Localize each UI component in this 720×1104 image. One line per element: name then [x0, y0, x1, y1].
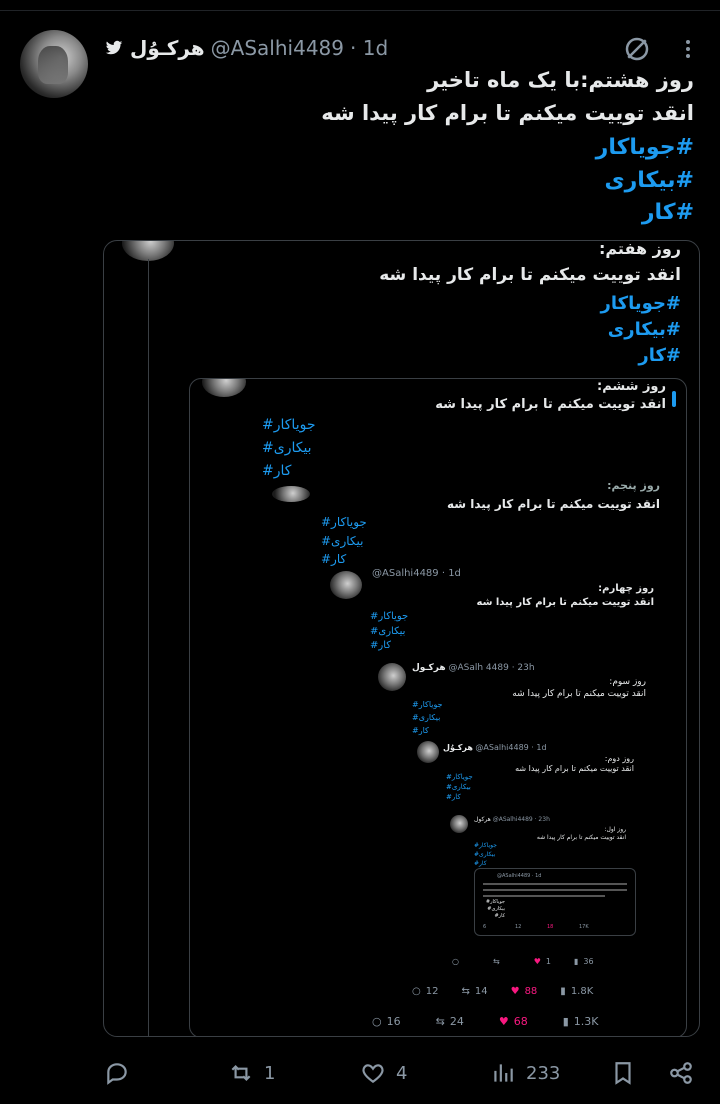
quoted-text-line-1: روز دوم: — [604, 754, 634, 763]
hashtag-link[interactable]: جویاکار# — [485, 899, 505, 905]
share-icon — [668, 1060, 694, 1086]
hashtag-link[interactable]: #بیکاری — [607, 319, 681, 340]
quoted-text-line-2: انقد توییت میکنم تا برام کار پیدا شه — [447, 497, 660, 511]
quoted-handle: @ASalhi4489 · 23h — [492, 816, 550, 823]
tweet-header — [104, 34, 388, 62]
retweet-count: 14 — [474, 986, 488, 997]
reply-count: 6 — [483, 924, 487, 930]
hashtag-link[interactable]: بیکاری# — [321, 534, 364, 548]
hashtag-link[interactable]: جویاکار# — [412, 700, 443, 709]
hashtag-link[interactable]: جویاکار# — [321, 515, 367, 529]
stats-row-day2 — [412, 986, 593, 997]
text-line — [483, 889, 627, 891]
views-icon: ▮ — [560, 986, 566, 997]
hashtag-link[interactable]: کار# — [446, 793, 461, 801]
retweet-count: 24 — [449, 1015, 464, 1028]
quoted-avatar — [202, 378, 246, 397]
like-count: 4 — [396, 1062, 408, 1084]
more-options-icon[interactable] — [676, 36, 700, 62]
stats-row-day1 — [452, 957, 594, 966]
views-count: 17K — [579, 924, 589, 930]
quoted-avatar — [378, 663, 406, 691]
hashtag-link[interactable]: کار# — [370, 640, 392, 651]
quoted-text-line-2: انقد توییت میکنم تا برام کار پیدا شه — [536, 834, 626, 841]
mini-reply — [483, 924, 486, 930]
mini-like — [547, 924, 553, 930]
quoted-author-name: هرکـوُل — [443, 743, 473, 752]
like-icon: ♥ — [498, 1015, 509, 1028]
hashtag-link[interactable]: #بیکاری — [604, 168, 694, 193]
grok-icon[interactable] — [622, 34, 652, 64]
like-count: 18 — [547, 924, 554, 930]
author-handle[interactable]: @ASalhi4489 — [210, 36, 344, 60]
author-avatar[interactable] — [20, 30, 88, 98]
retweet-icon: ⇆ — [461, 986, 470, 997]
hashtag-link[interactable]: بیکاری# — [262, 440, 312, 456]
reply-icon: ○ — [372, 1015, 382, 1028]
quoted-text-line-2: انقد توییت میکنم تا برام کار پیدا شه — [476, 597, 654, 608]
mini-views — [579, 924, 589, 930]
quoted-text-line-2: انقد توییت میکنم تا برام کار پیدا شه — [515, 764, 634, 773]
tweet-text-line-1: روز هشتم:با یک ماه تاخیر — [427, 68, 694, 92]
reply-icon — [104, 1060, 130, 1086]
reply-icon: ○ — [452, 957, 459, 966]
like-count: 1 — [545, 957, 551, 966]
tweet-text-line-2: انقد توییت میکنم تا برام کار پیدا شه — [321, 101, 694, 125]
quoted-tweet-card-day6[interactable] — [189, 378, 687, 1037]
text-line — [483, 883, 627, 885]
tweet-time[interactable]: · 1d — [350, 36, 389, 60]
views-count: 36 — [583, 957, 594, 966]
like-count: 88 — [524, 986, 538, 997]
like-icon: ♥ — [510, 986, 520, 997]
quoted-text-line-1: روز سوم: — [609, 677, 646, 687]
reply-count: 16 — [386, 1015, 401, 1028]
retweet-icon: ⇆ — [435, 1015, 445, 1028]
hashtag-link[interactable]: کار# — [262, 463, 292, 479]
views-count: 233 — [526, 1062, 561, 1084]
reply-button[interactable] — [104, 1056, 130, 1090]
stats-row-day3 — [372, 1015, 598, 1028]
hashtag-link[interactable]: جویاکار# — [262, 417, 316, 433]
quoted-author-name: هرکول — [474, 816, 491, 823]
hashtag-link[interactable]: کار# — [474, 860, 487, 867]
quoted-avatar — [272, 486, 310, 502]
quoted-handle: @ASalhi4489 · 1d — [475, 743, 547, 752]
quoted-header-day3 — [412, 663, 535, 673]
quoted-text-line-1: روز هفتم: — [598, 240, 681, 258]
bookmark-button[interactable] — [610, 1056, 636, 1090]
quoted-avatar — [450, 815, 468, 833]
mini-retweet — [515, 924, 521, 930]
retweet-count: 12 — [515, 924, 522, 930]
quoted-text-line-1: روز ششم: — [597, 379, 666, 394]
thread-line — [148, 259, 149, 1037]
hashtag-link[interactable]: #کار — [641, 200, 694, 225]
like-count: 68 — [513, 1015, 528, 1028]
quoted-text-line-2: انقد توییت میکنم تا برام کار پیدا شه — [435, 397, 666, 412]
hashtag-link[interactable]: بیکاری# — [487, 906, 505, 912]
quoted-handle: @ASalh 4489 · 23h — [448, 663, 535, 673]
top-divider — [0, 0, 720, 11]
hashtag-link[interactable]: بیکاری# — [446, 783, 471, 791]
retweet-icon — [228, 1060, 254, 1086]
text-line — [483, 895, 605, 897]
like-icon: ♥ — [533, 957, 541, 966]
quoted-avatar — [417, 741, 439, 763]
quoted-text-line-1: روز پنجم: — [607, 479, 660, 492]
quoted-text-line-2: انقد توییت میکنم تا برام کار پیدا شه — [379, 265, 681, 285]
analytics-icon — [490, 1060, 516, 1086]
hashtag-link[interactable]: جویاکار# — [446, 773, 473, 781]
quoted-header: @ASalhi4489 · 1d — [372, 568, 461, 579]
views-button[interactable] — [490, 1056, 560, 1090]
hashtag-link[interactable]: کار# — [321, 552, 347, 566]
views-icon: ▮ — [562, 1015, 569, 1028]
hashtag-link[interactable]: جویاکار# — [370, 611, 409, 622]
retweet-count: 1 — [264, 1062, 276, 1084]
bookmark-icon — [610, 1060, 636, 1086]
hashtag-link[interactable]: بیکاری# — [370, 626, 406, 637]
quoted-tweet-card-original[interactable] — [474, 868, 636, 936]
like-button[interactable] — [360, 1056, 407, 1090]
hashtag-link[interactable]: #کار — [638, 345, 681, 366]
hashtag-link[interactable]: بیکاری# — [412, 713, 441, 722]
hashtag-link[interactable]: #جویاکار — [595, 135, 694, 160]
quoted-header-day1 — [474, 816, 550, 823]
scroll-indicator — [672, 391, 676, 407]
quoted-avatar — [330, 571, 362, 599]
retweet-button[interactable] — [228, 1056, 275, 1090]
quoted-avatar — [122, 240, 174, 261]
reply-count: 12 — [425, 986, 439, 997]
share-button[interactable] — [668, 1056, 694, 1090]
views-count: 1.8K — [570, 986, 594, 997]
twitter-bird-icon — [104, 39, 124, 57]
quoted-text-line-2: انقد توییت میکنم تا برام کار پیدا شه — [512, 689, 646, 699]
views-icon: ▮ — [573, 957, 579, 966]
hashtag-link[interactable]: #جویاکار — [600, 293, 681, 314]
quoted-header: @ASalhi4489 · 1d — [497, 873, 542, 879]
author-name[interactable]: هرکـوُل — [130, 36, 205, 60]
hashtag-link[interactable]: جویاکار# — [474, 842, 497, 849]
hashtag-link[interactable]: کار# — [494, 913, 505, 919]
retweet-icon: ⇆ — [492, 957, 500, 966]
quoted-text-line-1: روز چهارم: — [598, 583, 654, 594]
hashtag-link[interactable]: بیکاری# — [474, 851, 496, 858]
heart-icon — [360, 1060, 386, 1086]
quoted-author-name: هرکـول — [412, 663, 446, 673]
quoted-text-line-1: روز اول: — [604, 826, 626, 833]
views-count: 1.3K — [573, 1015, 599, 1028]
quoted-tweet-card[interactable] — [103, 240, 700, 1037]
quoted-header-day2 — [443, 743, 547, 752]
hashtag-link[interactable]: کار# — [412, 726, 429, 735]
reply-icon: ○ — [412, 986, 421, 997]
